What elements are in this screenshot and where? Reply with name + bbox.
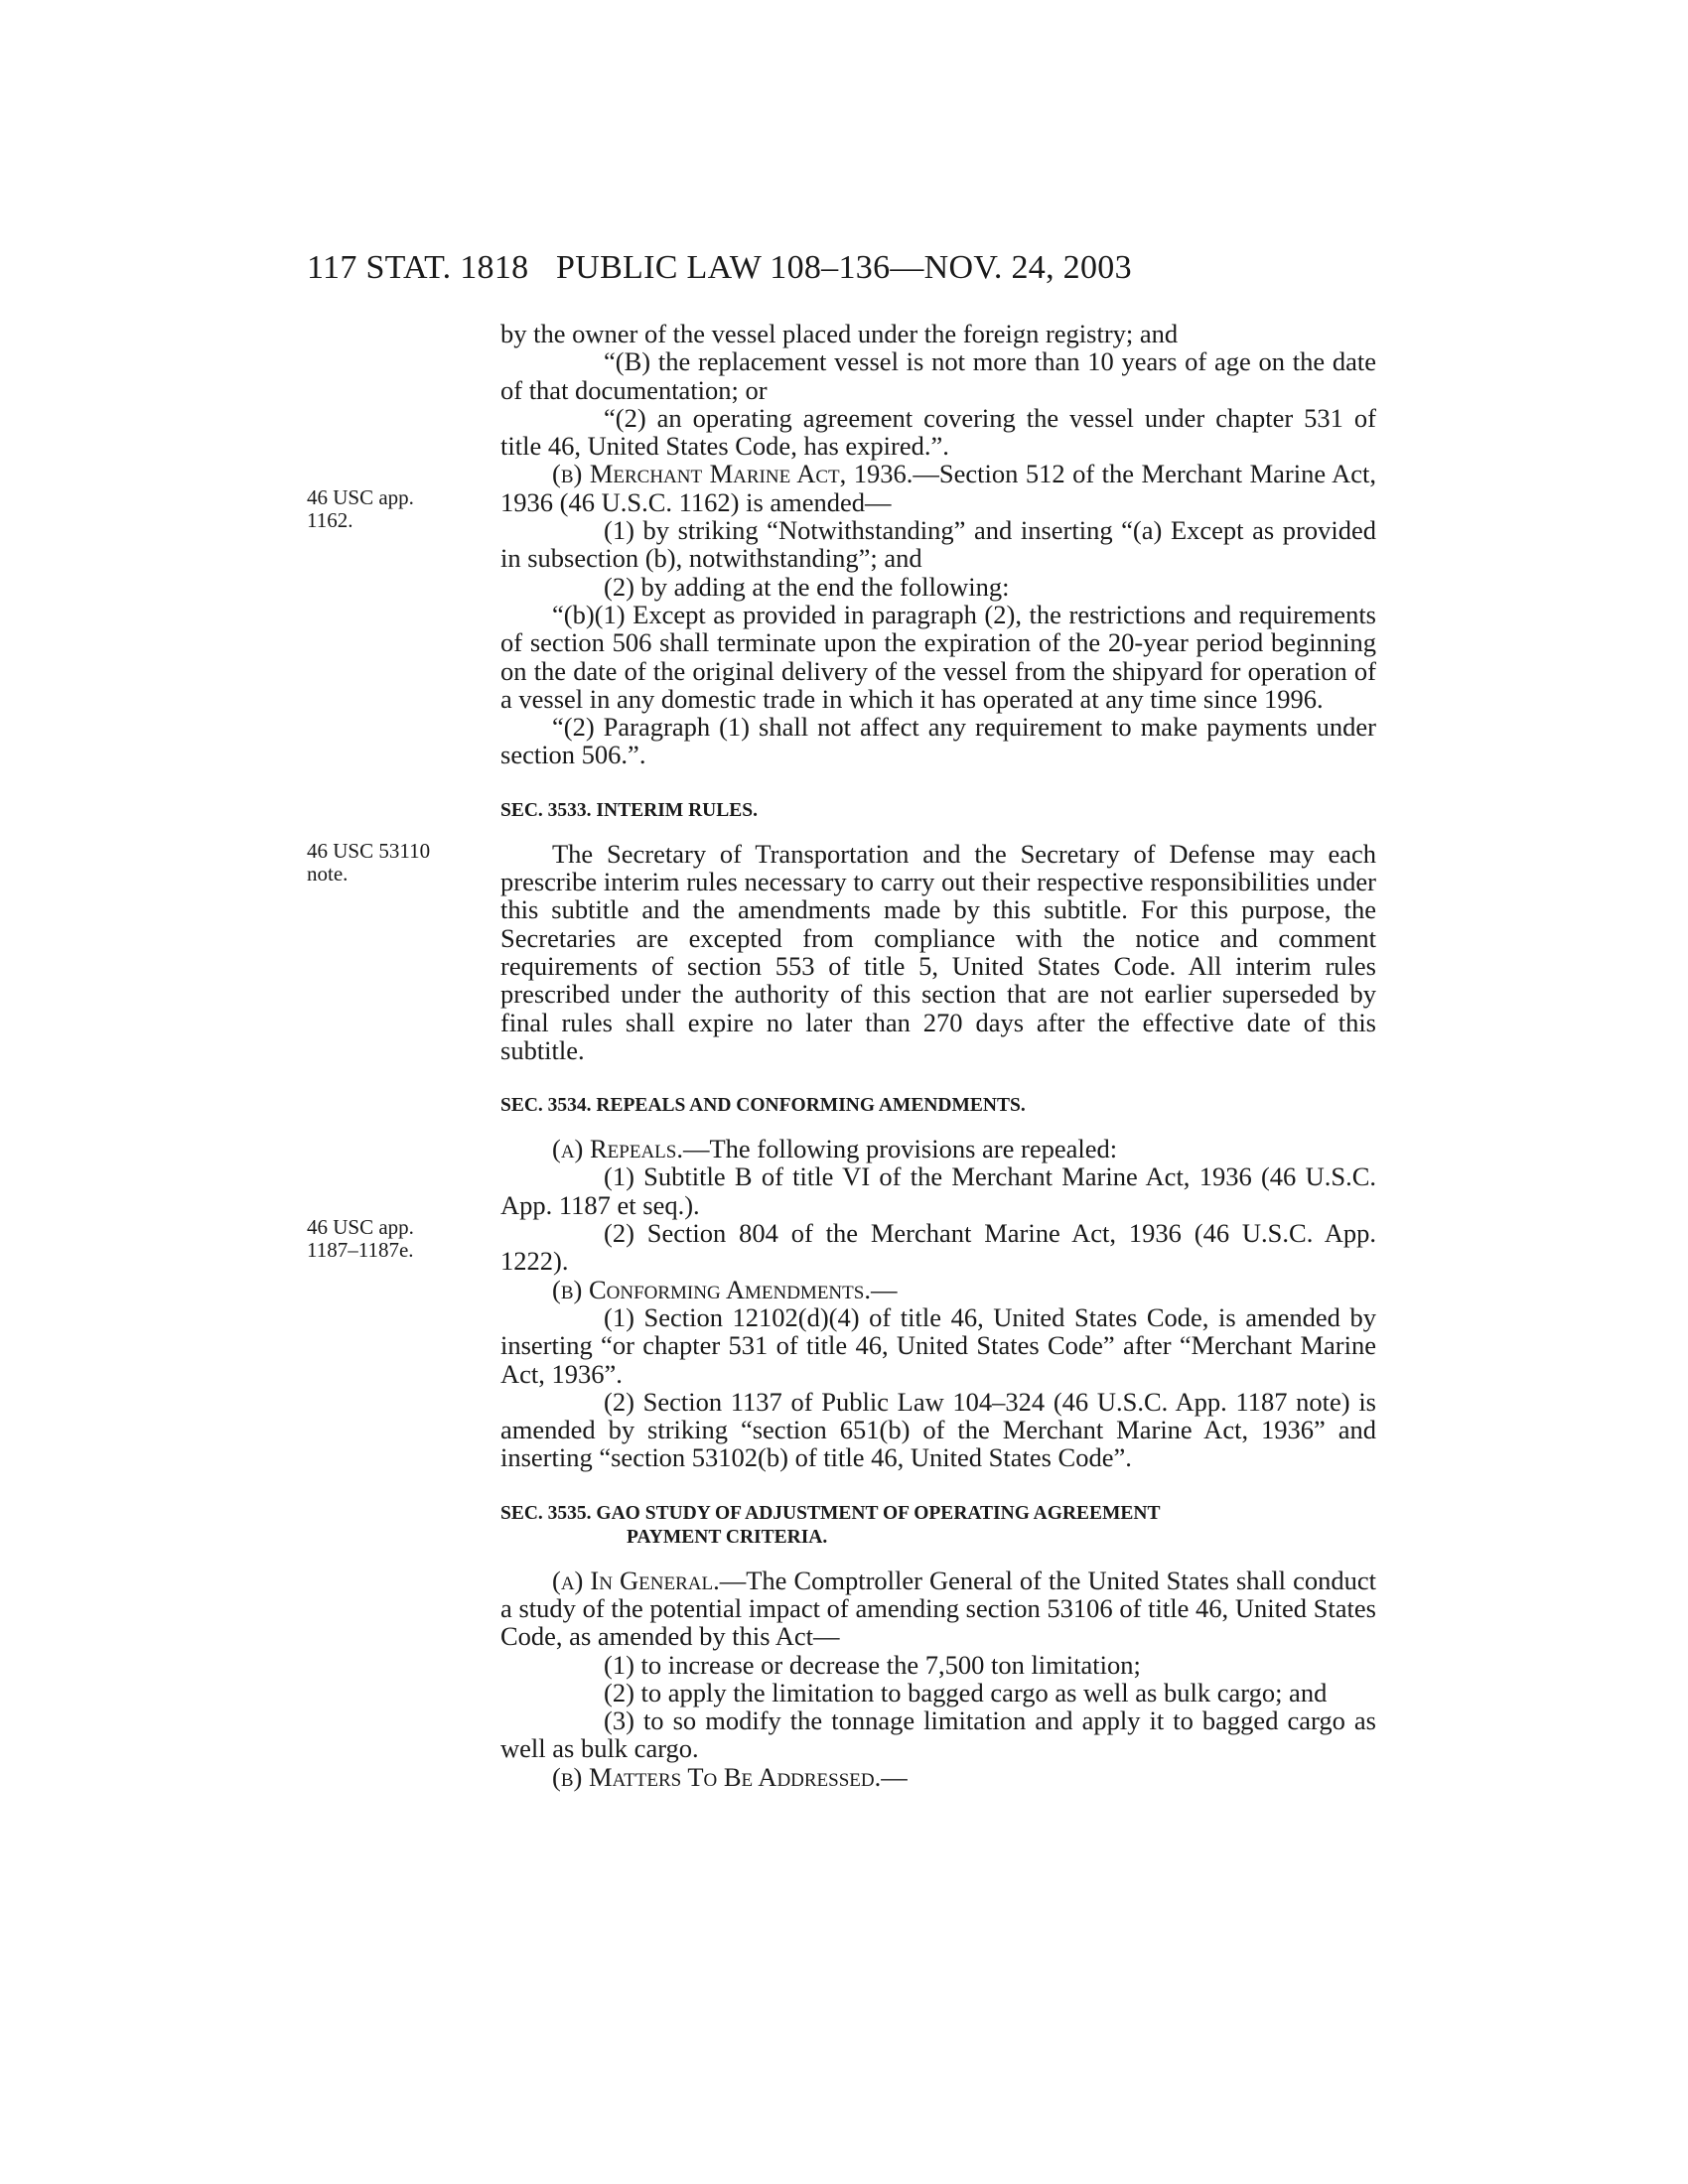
section-heading: SEC. 3533. INTERIM RULES. (500, 799, 758, 821)
paragraph: “(2) an operating agreement covering the vessel under chapter 531 of title 46, United States Code, has expired.”. (500, 402, 1376, 462)
section-heading-line: PAYMENT CRITERIA. (627, 1526, 828, 1548)
subsection-heading: (b) Matters To Be Addressed.— (552, 1761, 908, 1792)
paragraph: “(2) Paragraph (1) shall not affect any requirement to make payments under section 506.”. (500, 712, 1376, 770)
paragraph: (1) to increase or decrease the 7,500 ton limitation; (604, 1649, 1141, 1680)
margin-note-line: note. (307, 862, 349, 886)
margin-note-line: 46 USC app. (307, 485, 414, 509)
subsection-heading: (a) Repeals.— (552, 1134, 710, 1164)
paragraph: (1) by striking “Notwithstanding” and inserting “(a) Except as provided in subsection (b), notwithstanding”; and (500, 515, 1376, 574)
margin-note-line: 46 USC 53110 (307, 839, 431, 863)
paragraph (500, 1135, 1376, 1162)
section-heading: SEC. 3534. REPEALS AND CONFORMING AMENDMENTS. (500, 1095, 1026, 1117)
margin-note (307, 486, 481, 532)
paragraph: by the owner of the vessel placed under the foreign registry; and (500, 319, 1179, 348)
paragraph (500, 460, 1376, 516)
statute-page-number: 117 STAT. 1818 (307, 249, 529, 286)
paragraph-text: The Comptroller General of the United States shall conduct a study of the potential impact of amending section 53106 of title 46, United States Code, as amended by this Act— (500, 1565, 1376, 1652)
paragraph: “(B) the replacement vessel is not more than 10 years of age on the date of that documentation; or (500, 346, 1376, 405)
paragraph (500, 1763, 1376, 1791)
section-heading-line: SEC. 3535. GAO STUDY OF ADJUSTMENT OF OPERATING AGREEMENT (500, 1502, 1161, 1524)
paragraph (500, 1276, 1376, 1303)
margin-note (307, 1216, 481, 1262)
paragraph: (1) Subtitle B of title VI of the Merchant Marine Act, 1936 (46 U.S.C. App. 1187 et seq.). (500, 1161, 1376, 1220)
margin-note-line: 46 USC app. (307, 1215, 414, 1239)
subsection-heading: (a) In General.— (552, 1565, 747, 1595)
running-header: PUBLIC LAW 108–136—NOV. 24, 2003 (556, 249, 1132, 286)
paragraph: The Secretary of Transportation and the Secretary of Defense may each prescribe interim rules necessary to carry out their respective responsibilities under this subtitle and the amendments made by this subtitle. For this purpose, the Secretaries are excepted from compliance with the notice and comment requirements of section 553 of title 5, United States Code. All interim rules prescribed under the authority of this section that are not earlier superseded by final rules shall expire no later than 270 days after the effective date of this subtitle. (500, 838, 1376, 1065)
paragraph: (2) Section 804 of the Merchant Marine Act, 1936 (46 U.S.C. App. 1222). (500, 1218, 1376, 1277)
margin-note (307, 840, 481, 886)
paragraph-text: Section 512 of the Merchant Marine Act, 1936 (46 U.S.C. 1162) is amended— (500, 459, 1377, 517)
paragraph (500, 1567, 1376, 1651)
paragraph: (2) to apply the limitation to bagged cargo as well as bulk cargo; and (604, 1677, 1328, 1707)
margin-note-line: 1187–1187e. (307, 1238, 414, 1262)
paragraph: (1) Section 12102(d)(4) of title 46, United States Code, is amended by inserting “or chapter 531 of title 46, United States Code” after “Merchant Marine Act, 1936”. (500, 1301, 1376, 1389)
paragraph: (3) to so modify the tonnage limitation and apply it to bagged cargo as well as bulk cargo. (500, 1706, 1376, 1764)
paragraph: (2) Section 1137 of Public Law 104–324 (46 U.S.C. App. 1187 note) is amended by striking “section 651(b) of the Merchant Marine Act, 1936” and inserting “section 53102(b) of title 46, United States Code”. (500, 1386, 1376, 1473)
paragraph-text: The following provisions are repealed: (709, 1134, 1118, 1164)
subsection-heading: (b) Conforming Amendments.— (552, 1274, 898, 1304)
margin-note-line: 1162. (307, 508, 353, 532)
paragraph: “(b)(1) Except as provided in paragraph (2), the restrictions and requirements of section 506 shall terminate upon the expiration of the 20-year period beginning on the date of the original delivery of the vessel from the shipyard for operation of a vessel in any domestic trade in which it has operated at any time since 1996. (500, 599, 1376, 714)
paragraph: (2) by adding at the end the following: (604, 571, 1010, 602)
section-heading (500, 1502, 1376, 1550)
document-body (500, 320, 1376, 1791)
subsection-heading: (b) Merchant Marine Act, 1936.— (552, 459, 939, 489)
